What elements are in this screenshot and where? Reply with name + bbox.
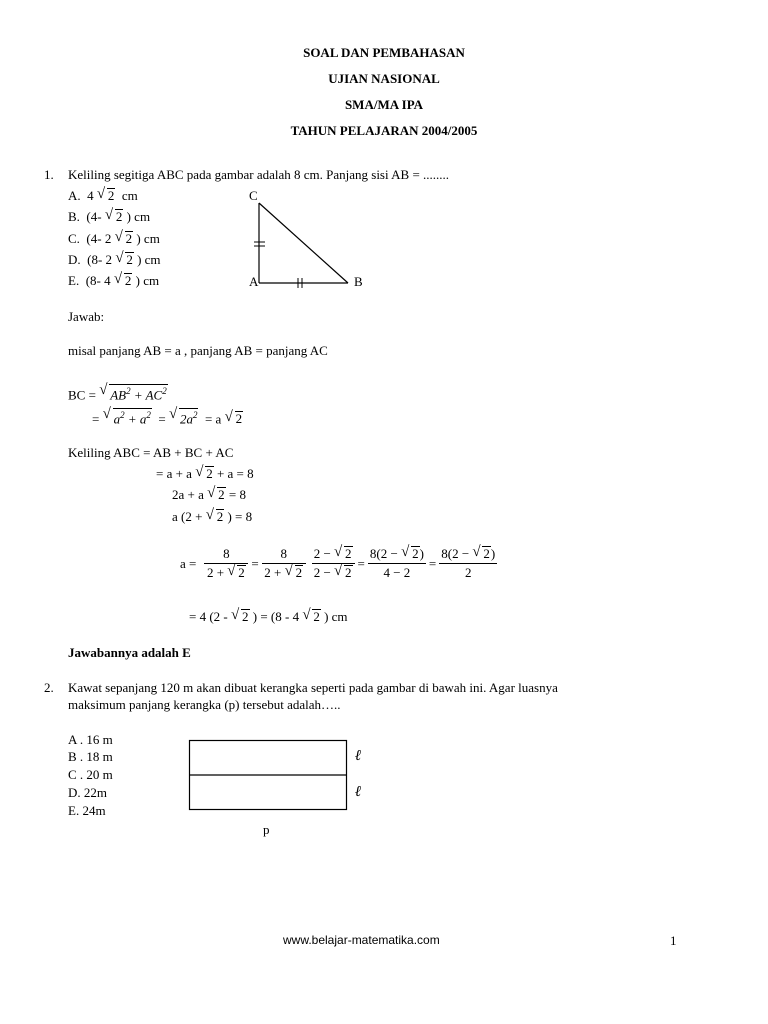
doc-title-line-3: SMA/MA IPA: [344, 97, 424, 112]
frame-label-l-top: ℓ: [355, 748, 362, 764]
sqrt-symbol: √ 2: [116, 252, 134, 268]
fraction-1: $\frac{8}{2 + √ 2}$: [204, 546, 248, 581]
equals-sign: =: [92, 411, 100, 427]
step-text: + a = 8: [216, 466, 254, 481]
footer-url: www.belajar-matematika.com: [283, 933, 440, 947]
q2-option-a: A . 16 m: [68, 732, 113, 747]
option-coefficient: (4- 2: [86, 231, 112, 246]
misal-line: misal panjang AB = a , panjang AB = panjang AC: [68, 343, 328, 358]
fraction-4: $\frac{8(2 - √ 2)}{4 - 2}$: [368, 546, 426, 581]
q2-question-line-2: maksimum panjang kerangka (p) tersebut adalah…..: [68, 697, 341, 712]
option-coefficient: (8- 4: [85, 273, 111, 288]
step-text: = 4 (2 -: [189, 609, 228, 624]
bc-result: = a: [204, 411, 222, 427]
option-letter: D.: [68, 252, 81, 267]
option-letter: C.: [68, 231, 80, 246]
sqrt-symbol: √ $2a^2$: [170, 408, 199, 427]
page-number: 1: [670, 933, 677, 948]
equals-sign: =: [158, 411, 166, 427]
bc-label: BC =: [68, 387, 96, 403]
option-unit: ) cm: [136, 231, 160, 246]
fraction-2: $\frac{8}{2 + √ 2}$: [262, 546, 306, 581]
frame-label-p: p: [263, 822, 270, 837]
q2-question-line-1: Kawat sepanjang 120 m akan dibuat kerangka seperti pada gambar di bawah ini. Agar luasnya: [68, 680, 558, 695]
sqrt-symbol: √ 2: [226, 411, 244, 427]
doc-title-line-1: SOAL DAN PEMBAHASAN: [303, 45, 465, 60]
step-text: = 8: [228, 487, 246, 502]
sqrt-symbol: √ 2: [232, 609, 250, 625]
q2-option-b: B . 18 m: [68, 749, 113, 764]
sqrt-symbol: √ $AB^2 + AC^2$: [100, 384, 168, 403]
q1-number: 1.: [44, 167, 54, 182]
option-letter: A.: [68, 188, 81, 203]
triangle-label-b: B: [354, 274, 363, 289]
q1-question-text: Keliling segitiga ABC pada gambar adalah 8 cm. Panjang sisi AB = ........: [68, 167, 450, 182]
q1-answer: Jawabannya adalah E: [68, 645, 191, 660]
step-text: = a + a: [156, 466, 192, 481]
q2-option-e: E. 24m: [68, 803, 106, 818]
fraction-5: $\frac{8(2 - √ 2)}{2}$: [439, 546, 497, 581]
a-equals: a =: [180, 555, 197, 571]
sqrt-symbol: √ 2: [208, 487, 226, 503]
option-unit: ) cm: [137, 252, 161, 267]
sqrt-symbol: √ 2: [106, 209, 124, 225]
sqrt-symbol: √ 2: [207, 509, 225, 525]
option-unit: ) cm: [126, 209, 151, 224]
doc-title-line-2: UJIAN NASIONAL: [328, 71, 440, 86]
q2-number: 2.: [44, 680, 54, 695]
doc-title-line-4: TAHUN PELAJARAN 2004/2005: [290, 123, 478, 138]
sqrt-symbol: √ 2: [116, 231, 134, 247]
option-unit: ) cm: [135, 273, 160, 288]
fraction-3: $\frac{2 - √ 2}{2 - √ 2}$: [312, 546, 355, 581]
a-fraction-derivation: a = $\frac{8}{2 + √ 2}$ = $\frac{8}{2 + √ 2}$ $\frac{2 - √ 2}{2 - √ 2}$ = $\frac{8(2 - √ 2)}{4 - 2}$ = $\frac{8(2 - √ 2)}{2}$: [180, 546, 500, 581]
keliling-line: Keliling ABC = AB + BC + AC: [68, 445, 234, 460]
step-text: 2a + a: [172, 487, 204, 502]
sqrt-symbol: √ 2: [303, 609, 321, 625]
option-letter: B.: [68, 209, 80, 224]
frame-label-l-bottom: ℓ: [355, 784, 362, 800]
option-unit: cm: [121, 188, 138, 203]
q2-option-d: D. 22m: [68, 785, 107, 800]
sqrt-symbol: √ $a^2 + a^2$: [104, 408, 152, 427]
sqrt-symbol: √ 2: [115, 273, 133, 289]
triangle-label-a: A: [249, 274, 259, 289]
sqrt-symbol: √ 2: [196, 466, 214, 482]
step-text: a (2 +: [172, 509, 203, 524]
option-letter: E.: [68, 273, 80, 288]
option-coefficient: 4: [87, 188, 94, 203]
step-text: ) = (8 - 4: [252, 609, 300, 624]
jawab-label: Jawab:: [68, 309, 105, 324]
step-text: ) cm: [324, 609, 348, 624]
sqrt-symbol: √ 2: [98, 188, 116, 204]
option-coefficient: (8- 2: [87, 252, 113, 267]
option-coefficient: (4-: [86, 209, 102, 224]
step-text: ) = 8: [227, 509, 253, 524]
q2-option-c: C . 20 m: [68, 767, 113, 782]
triangle-label-c: C: [249, 188, 258, 203]
